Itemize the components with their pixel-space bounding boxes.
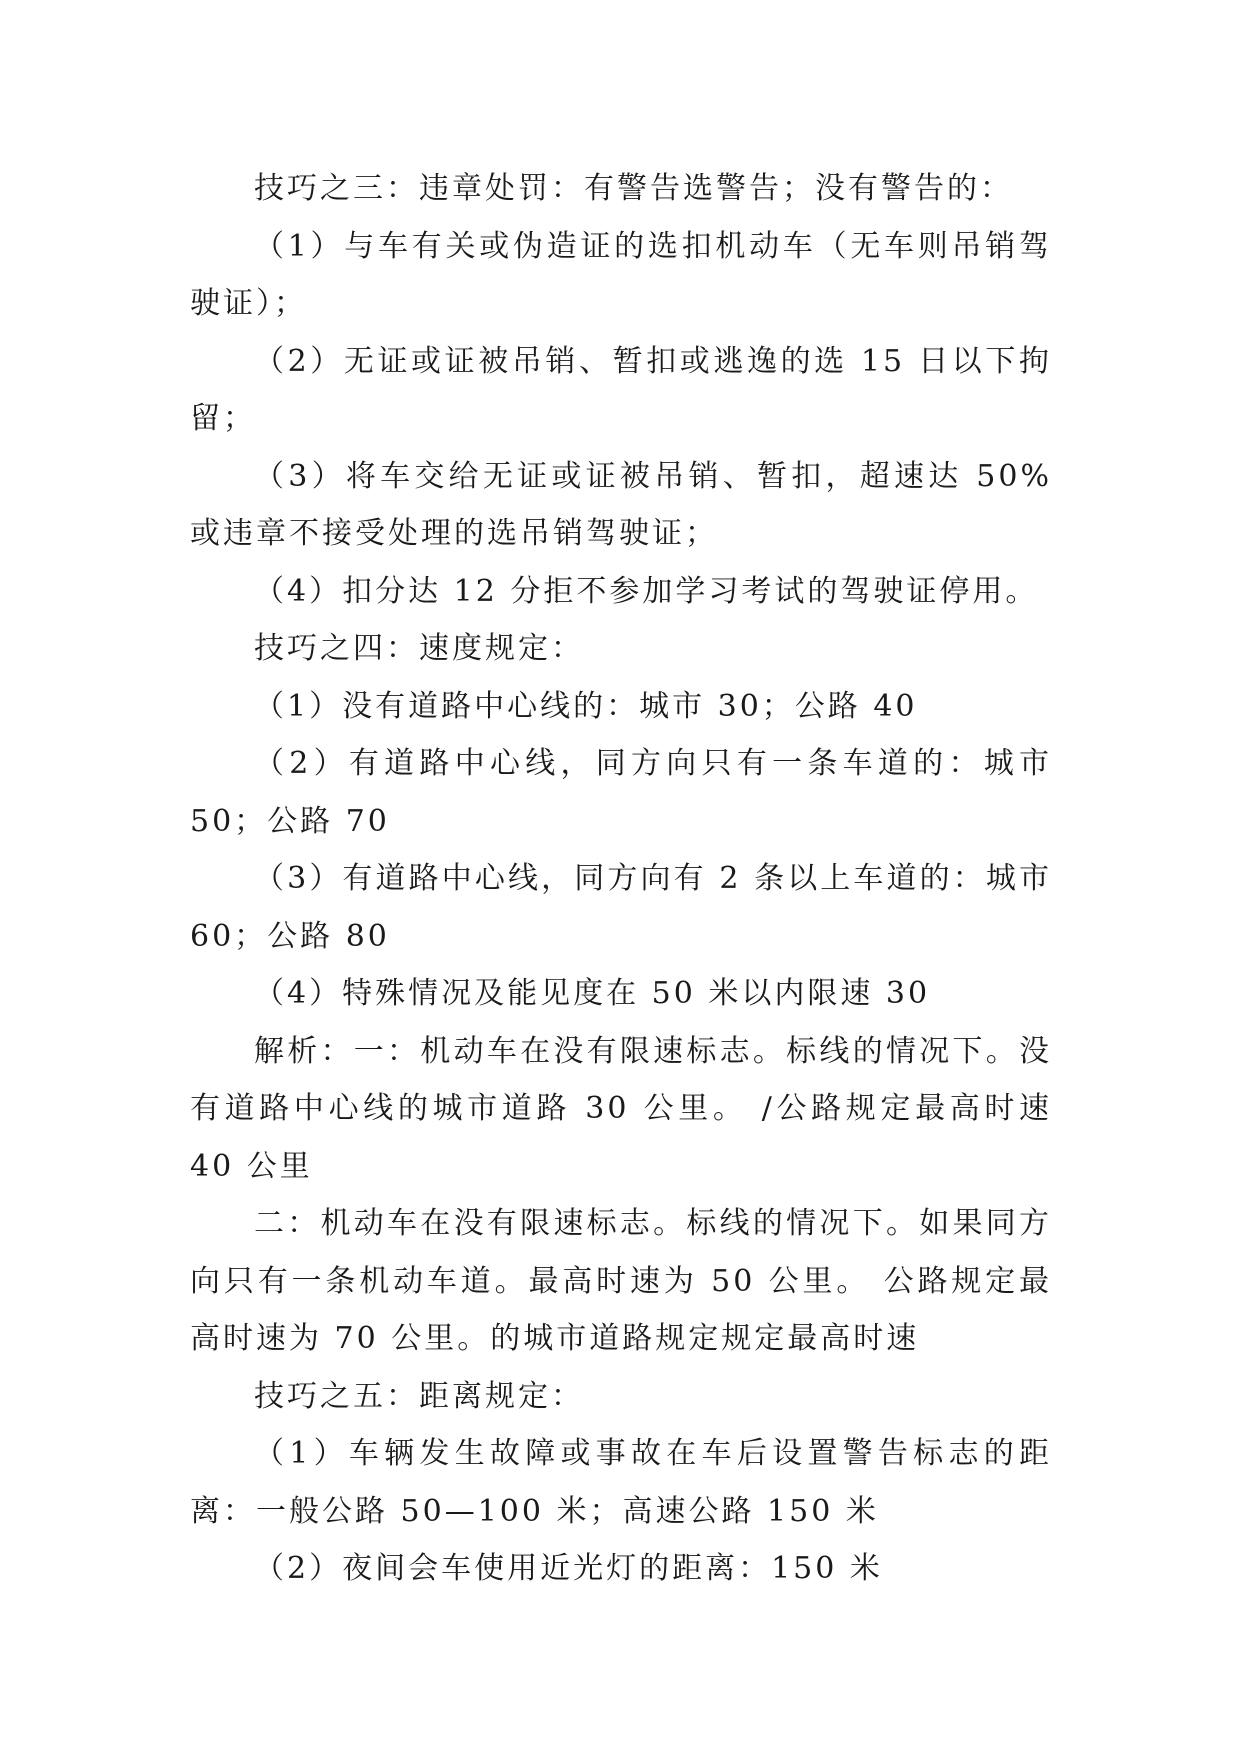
paragraph: （2）有道路中心线，同方向只有一条车道的：城市 50；公路 70 xyxy=(190,746,1052,839)
paragraph: 技巧之四：速度规定： xyxy=(254,631,584,666)
paragraph: 二：机动车在没有限速标志。标线的情况下。如果同方向只有一条机动车道。最高时速为 50 公里。 公路规定最高时速为 70 公里。的城市道路规定规定最高时速 xyxy=(190,1206,1052,1356)
paragraph: （4）特殊情况及能见度在 50 米以内限速 30 xyxy=(254,976,931,1011)
paragraph: 解析：一：机动车在没有限速标志。标线的情况下。没有道路中心线的城市道路 30 公里。 /公路规定最高时速 40 公里 xyxy=(190,1033,1052,1184)
paragraph: 技巧之五：距离规定： xyxy=(254,1378,584,1414)
document-body xyxy=(190,160,1052,1598)
paragraph: （1）车辆发生故障或事故在车后设置警告标志的距离：一般公路 50—100 米；高速公路 150 米 xyxy=(190,1436,1052,1529)
paragraph: （1）与车有关或伪造证的选扣机动车（无车则吊销驾驶证）； xyxy=(190,228,1052,321)
paragraph: （2）无证或证被吊销、暂扣或逃逸的选 15 日以下拘留； xyxy=(190,343,1052,436)
paragraph: （3）有道路中心线，同方向有 2 条以上车道的：城市 60；公路 80 xyxy=(190,861,1052,954)
paragraph: （3）将车交给无证或证被吊销、暂扣，超速达 50%或违章不接受处理的选吊销驾驶证； xyxy=(190,458,1052,551)
paragraph: （1）没有道路中心线的：城市 30；公路 40 xyxy=(254,688,918,724)
paragraph: （2）夜间会车使用近光灯的距离：150 米 xyxy=(254,1551,883,1586)
paragraph: （4）扣分达 12 分拒不参加学习考试的驾驶证停用。 xyxy=(254,573,1039,609)
paragraph: 技巧之三：违章处罚：有警告选警告；没有警告的： xyxy=(254,171,1013,206)
